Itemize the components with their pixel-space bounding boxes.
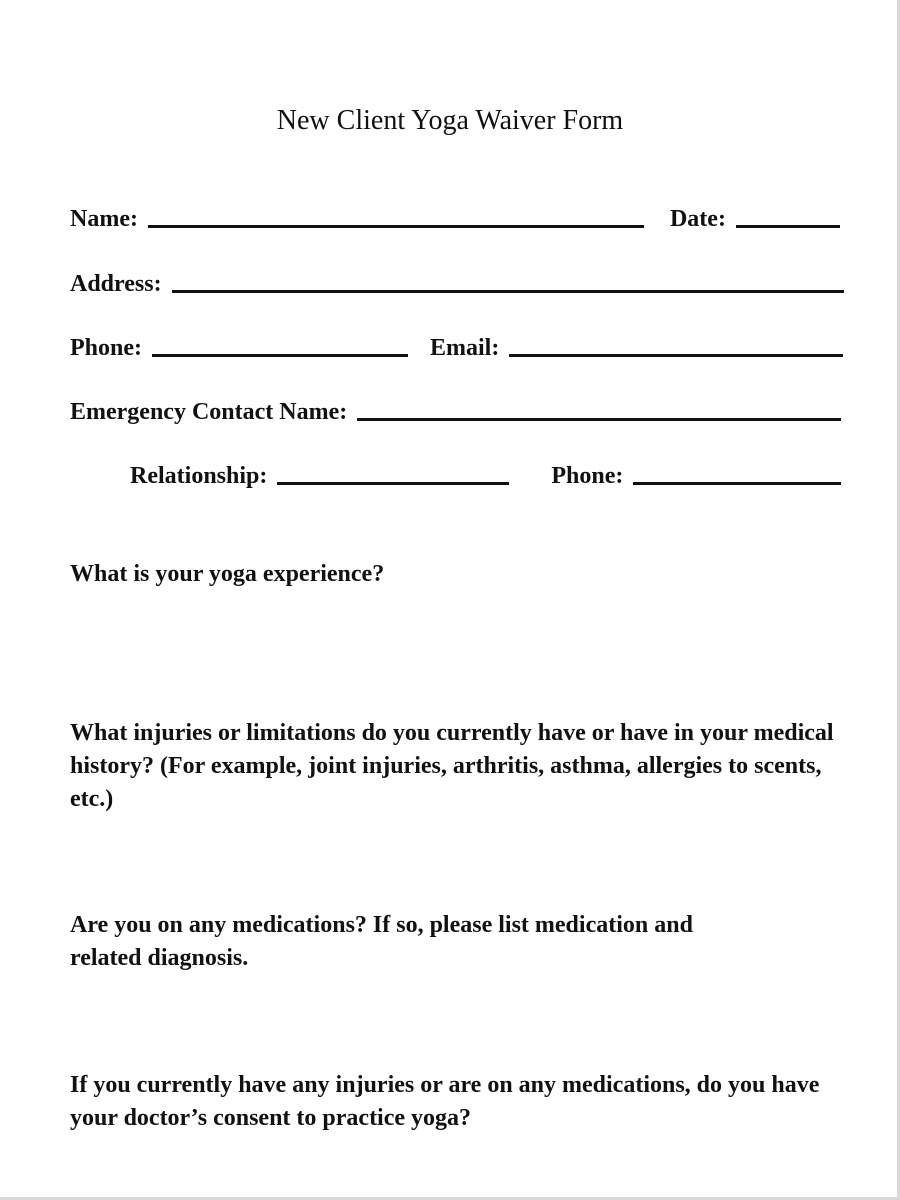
phone-label: Phone:: [70, 335, 142, 361]
relationship-field[interactable]: [277, 482, 509, 485]
phone-field[interactable]: [152, 354, 408, 357]
form-title: New Client Yoga Waiver Form: [276, 105, 624, 136]
emergency-phone-field[interactable]: [633, 482, 841, 485]
relationship-label: Relationship:: [130, 463, 268, 489]
phone-email-row: [70, 331, 843, 365]
question-medications: Are you on any medications? If so, please list medication and related diagnosis.: [70, 912, 693, 971]
emergency-contact-row: [70, 395, 841, 429]
question-doctor-consent: If you currently have any injuries or are on any medications, do you have your doctor’s consent to practice yoga?: [70, 1072, 820, 1131]
emergency-contact-field[interactable]: [357, 418, 841, 421]
address-label: Address:: [70, 271, 162, 297]
address-row: [70, 267, 844, 301]
address-field[interactable]: [172, 290, 844, 293]
date-field[interactable]: [736, 225, 840, 228]
name-field[interactable]: [148, 225, 644, 228]
name-date-row: [70, 202, 840, 236]
question-yoga-experience: What is your yoga experience?: [70, 561, 385, 587]
emergency-phone-label: Phone:: [551, 463, 624, 489]
email-label: Email:: [430, 335, 500, 361]
emergency-contact-label: Emergency Contact Name:: [70, 399, 348, 425]
question-injuries: What injuries or limitations do you currently have or have in your medical history? (For example, joint injuries, arthritis, asthma, allergies to scents, etc.): [70, 720, 834, 812]
relationship-phone-row: [130, 459, 841, 493]
email-field[interactable]: [509, 354, 843, 357]
date-label: Date:: [669, 206, 726, 232]
name-label: Name:: [70, 206, 138, 232]
